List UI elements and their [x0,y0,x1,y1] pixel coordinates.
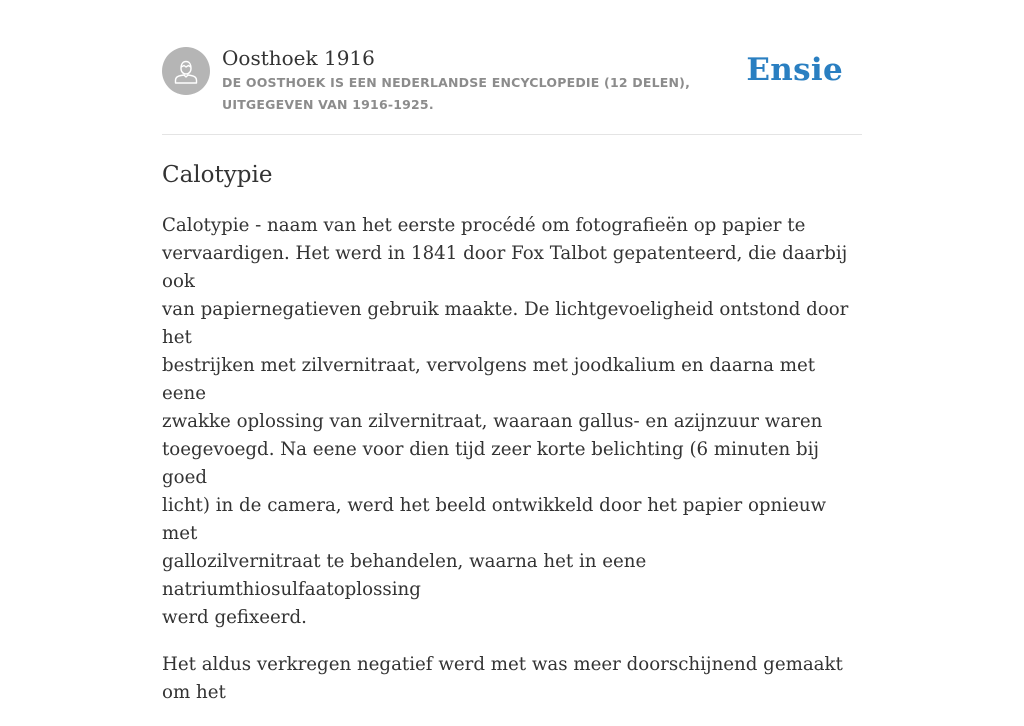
user-avatar-icon [172,57,200,85]
article-paragraph: Calotypie - naam van het eerste procédé om fotografieën op papier te vervaardigen. Het werd in 1841 door Fox Talbot gepatenteerd, die daarbij ook van papiernegatieven gebruik maakte. De lichtgevoeligheid ontstond door het bestrijken met zilvernitraat, vervolgens met joodkalium en daarna met eene zwakke oplossing van zilvernitraat, waaraan gallus- en azijnzuur waren toegevoegd. Na eene voor dien tijd zeer korte belichting (6 minuten bij goed licht) in de camera, werd het beeld ontwikkeld door het papier opnieuw met gallozilvernitraat te behandelen, waarna het in eene natriumthiosulfaatoplossing werd gefixeerd. [162,215,849,628]
article-body [162,212,862,726]
article-title: Calotypie [162,162,273,188]
source-avatar[interactable] [162,47,210,95]
source-name[interactable]: Oosthoek 1916 [222,46,375,70]
article-paragraph: Het aldus verkregen negatief werd met was meer doorschijnend gemaakt om het [162,654,843,703]
content-container [162,0,862,703]
source-info [222,45,762,116]
ensie-logo[interactable]: Ensie [746,52,843,88]
source-header [162,0,862,135]
source-description: DE OOSTHOEK IS EEN NEDERLANDSE ENCYCLOPEDIE (12 DELEN), UITGEGEVEN VAN 1916-1925. [222,75,691,112]
